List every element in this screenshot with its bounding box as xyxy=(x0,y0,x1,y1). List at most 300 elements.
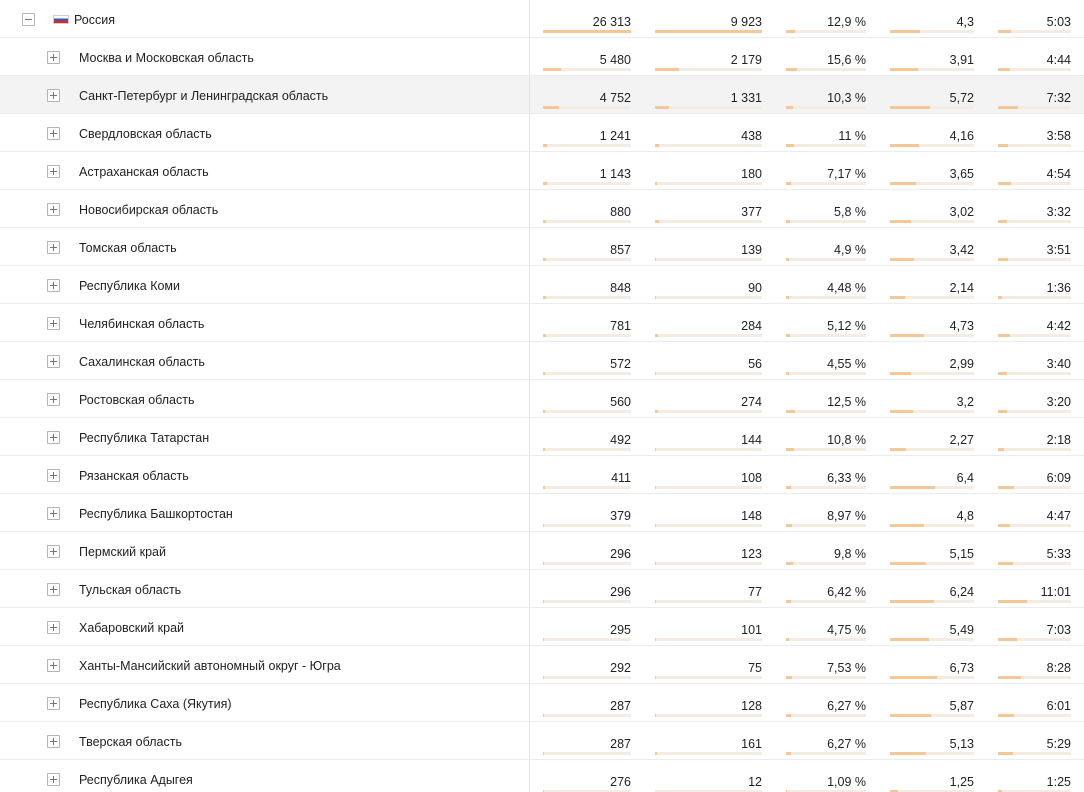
bounce-rate-value: 10,3 % xyxy=(827,91,866,105)
visitors-cell xyxy=(655,380,762,417)
bounce-rate-bar-track xyxy=(786,334,866,337)
page-depth-bar xyxy=(890,144,919,147)
visits-bar-track xyxy=(543,220,631,223)
visit-duration-bar xyxy=(998,638,1017,641)
region-name-cell xyxy=(0,228,530,265)
visit-duration-bar-track xyxy=(998,638,1071,641)
page-depth-cell xyxy=(890,608,974,645)
visitors-bar-track xyxy=(655,524,762,527)
visits-cell xyxy=(543,456,631,493)
visitors-bar xyxy=(655,486,656,489)
region-label[interactable]: Тульская область xyxy=(79,583,182,597)
table-row[interactable] xyxy=(0,608,1084,646)
expand-icon[interactable] xyxy=(47,659,60,672)
region-name-cell xyxy=(0,266,530,303)
page-depth-value: 3,42 xyxy=(949,243,974,257)
region-label[interactable]: Республика Татарстан xyxy=(79,431,210,445)
visit-duration-value: 3:58 xyxy=(1046,129,1071,143)
region-label[interactable]: Республика Адыгея xyxy=(79,773,193,787)
bounce-rate-value: 15,6 % xyxy=(827,53,866,67)
visit-duration-value: 3:40 xyxy=(1046,357,1071,371)
visit-duration-value: 8:28 xyxy=(1046,661,1071,675)
visitors-bar xyxy=(655,372,656,375)
visit-duration-cell xyxy=(998,152,1071,189)
visit-duration-cell xyxy=(998,532,1071,569)
visit-duration-bar-track xyxy=(998,258,1071,261)
page-depth-value: 5,87 xyxy=(949,699,974,713)
bounce-rate-bar-track xyxy=(786,562,866,565)
bounce-rate-bar-track xyxy=(786,106,866,109)
visit-duration-value: 5:33 xyxy=(1046,547,1071,561)
table-row[interactable] xyxy=(0,190,1084,228)
page-depth-bar-track xyxy=(890,106,974,109)
region-label[interactable]: Республика Коми xyxy=(79,279,181,293)
bounce-rate-bar xyxy=(786,524,792,527)
region-label[interactable]: Ростовская область xyxy=(79,393,195,407)
page-depth-value: 5,15 xyxy=(949,547,974,561)
visit-duration-bar-track xyxy=(998,410,1071,413)
visitors-cell xyxy=(655,532,762,569)
region-label[interactable]: Пермский край xyxy=(79,545,166,559)
visitors-bar-track xyxy=(655,714,762,717)
region-label[interactable]: Республика Саха (Якутия) xyxy=(79,697,232,711)
visitors-bar-track xyxy=(655,144,762,147)
visitors-cell xyxy=(655,456,762,493)
page-depth-cell xyxy=(890,76,974,113)
visit-duration-cell xyxy=(998,266,1071,303)
visits-bar xyxy=(543,752,544,755)
expand-icon[interactable] xyxy=(47,583,60,596)
table-row[interactable] xyxy=(0,228,1084,266)
visitors-value: 284 xyxy=(741,319,762,333)
region-label[interactable]: Томская область xyxy=(79,241,177,255)
visits-bar xyxy=(543,220,546,223)
region-name-cell xyxy=(0,608,530,645)
table-row[interactable] xyxy=(0,152,1084,190)
region-name-cell xyxy=(0,380,530,417)
visits-bar xyxy=(543,638,544,641)
table-row[interactable] xyxy=(0,494,1084,532)
table-row[interactable] xyxy=(0,684,1084,722)
page-depth-cell xyxy=(890,304,974,341)
expand-icon[interactable] xyxy=(47,621,60,634)
visitors-bar xyxy=(655,220,659,223)
table-row[interactable] xyxy=(0,114,1084,152)
region-label[interactable]: Республика Башкортостан xyxy=(79,507,233,521)
visitors-bar-track xyxy=(655,600,762,603)
region-label[interactable]: Хабаровский край xyxy=(79,621,185,635)
visits-value: 781 xyxy=(610,319,631,333)
expand-icon[interactable] xyxy=(47,355,60,368)
page-depth-cell xyxy=(890,494,974,531)
visits-bar xyxy=(543,676,544,679)
page-depth-cell xyxy=(890,0,974,37)
page-depth-cell xyxy=(890,380,974,417)
region-name-cell xyxy=(0,684,530,721)
region-name-cell xyxy=(0,304,530,341)
visits-bar-track xyxy=(543,334,631,337)
visits-cell xyxy=(543,342,631,379)
visits-value: 492 xyxy=(610,433,631,447)
visitors-cell xyxy=(655,266,762,303)
visits-bar xyxy=(543,372,545,375)
visit-duration-bar xyxy=(998,524,1010,527)
bounce-rate-value: 12,9 % xyxy=(827,15,866,29)
visit-duration-bar-track xyxy=(998,676,1071,679)
bounce-rate-value: 7,17 % xyxy=(827,167,866,181)
visits-value: 572 xyxy=(610,357,631,371)
visits-cell xyxy=(543,76,631,113)
visitors-bar xyxy=(655,410,658,413)
bounce-rate-bar xyxy=(786,752,791,755)
bounce-rate-value: 7,53 % xyxy=(827,661,866,675)
bounce-rate-cell xyxy=(786,418,866,455)
visit-duration-bar-track xyxy=(998,714,1071,717)
expand-icon[interactable] xyxy=(47,507,60,520)
page-depth-cell xyxy=(890,418,974,455)
expand-icon[interactable] xyxy=(47,735,60,748)
expand-icon[interactable] xyxy=(47,317,60,330)
region-label[interactable]: Астраханская область xyxy=(79,165,209,179)
visits-cell xyxy=(543,304,631,341)
region-name-cell xyxy=(0,342,530,379)
page-depth-bar xyxy=(890,524,924,527)
visitors-cell xyxy=(655,494,762,531)
page-depth-bar-track xyxy=(890,524,974,527)
region-name-cell xyxy=(0,570,530,607)
table-row[interactable] xyxy=(0,38,1084,76)
page-depth-cell xyxy=(890,228,974,265)
page-depth-value: 3,2 xyxy=(956,395,974,409)
visitors-bar-track xyxy=(655,296,762,299)
expand-icon[interactable] xyxy=(47,241,60,254)
bounce-rate-bar-track xyxy=(786,68,866,71)
bounce-rate-bar-track xyxy=(786,144,866,147)
visit-duration-bar-track xyxy=(998,372,1071,375)
visitors-cell xyxy=(655,304,762,341)
collapse-icon[interactable] xyxy=(22,13,35,26)
visit-duration-bar xyxy=(998,30,1011,33)
visits-bar-track xyxy=(543,296,631,299)
visit-duration-value: 6:01 xyxy=(1046,699,1071,713)
table-row[interactable] xyxy=(0,76,1084,114)
visits-cell xyxy=(543,494,631,531)
expand-icon[interactable] xyxy=(47,773,60,786)
visits-value: 880 xyxy=(610,205,631,219)
expand-icon[interactable] xyxy=(47,279,60,292)
visitors-bar-track xyxy=(655,372,762,375)
visitors-value: 123 xyxy=(741,547,762,561)
visit-duration-cell xyxy=(998,380,1071,417)
visits-value: 1 241 xyxy=(599,129,631,143)
visitors-cell xyxy=(655,114,762,151)
table-row[interactable] xyxy=(0,570,1084,608)
visits-bar xyxy=(543,106,559,109)
visit-duration-cell xyxy=(998,38,1071,75)
visitors-bar-track xyxy=(655,676,762,679)
visits-bar-track xyxy=(543,144,631,147)
page-depth-value: 4,73 xyxy=(949,319,974,333)
total-row[interactable] xyxy=(0,0,1084,38)
visitors-bar-track xyxy=(655,220,762,223)
visitors-bar xyxy=(655,600,656,603)
visitors-value: 108 xyxy=(741,471,762,485)
visitors-cell xyxy=(655,722,762,759)
visits-bar-track xyxy=(543,562,631,565)
bounce-rate-cell xyxy=(786,494,866,531)
visit-duration-bar xyxy=(998,372,1007,375)
bounce-rate-bar xyxy=(786,258,789,261)
page-depth-cell xyxy=(890,190,974,227)
visit-duration-bar xyxy=(998,144,1008,147)
bounce-rate-value: 9,8 % xyxy=(834,547,866,561)
page-depth-cell xyxy=(890,114,974,151)
bounce-rate-bar-track xyxy=(786,638,866,641)
region-label[interactable]: Россия xyxy=(74,13,115,27)
table-row[interactable] xyxy=(0,266,1084,304)
page-depth-bar-track xyxy=(890,448,974,451)
visit-duration-bar-track xyxy=(998,600,1071,603)
bounce-rate-bar xyxy=(786,334,790,337)
bounce-rate-value: 4,48 % xyxy=(827,281,866,295)
visits-bar xyxy=(543,524,544,527)
page-depth-cell xyxy=(890,266,974,303)
table-row[interactable] xyxy=(0,456,1084,494)
visit-duration-cell xyxy=(998,304,1071,341)
region-label[interactable]: Челябинская область xyxy=(79,317,205,331)
visits-bar-track xyxy=(543,600,631,603)
region-label[interactable]: Санкт-Петербург и Ленинградская область xyxy=(79,89,329,103)
region-label[interactable]: Сахалинская область xyxy=(79,355,205,369)
bounce-rate-cell xyxy=(786,266,866,303)
visitors-value: 2 179 xyxy=(730,53,762,67)
visit-duration-value: 11:01 xyxy=(1040,585,1071,599)
table-row[interactable] xyxy=(0,304,1084,342)
visits-value: 296 xyxy=(610,547,631,561)
region-label[interactable]: Рязанская область xyxy=(79,469,189,483)
expand-icon[interactable] xyxy=(47,469,60,482)
table-row[interactable] xyxy=(0,722,1084,760)
region-label[interactable]: Новосибирская область xyxy=(79,203,219,217)
visit-duration-value: 3:51 xyxy=(1046,243,1071,257)
visitors-cell xyxy=(655,418,762,455)
visits-cell xyxy=(543,190,631,227)
expand-icon[interactable] xyxy=(47,203,60,216)
bounce-rate-value: 11 % xyxy=(838,129,866,143)
visitors-value: 180 xyxy=(741,167,762,181)
bounce-rate-bar-track xyxy=(786,372,866,375)
visit-duration-bar-track xyxy=(998,30,1071,33)
visitors-value: 56 xyxy=(748,357,762,371)
visit-duration-value: 3:32 xyxy=(1046,205,1071,219)
region-name-cell xyxy=(0,722,530,759)
visit-duration-value: 7:32 xyxy=(1046,91,1071,105)
visits-value: 276 xyxy=(610,775,631,789)
bounce-rate-cell xyxy=(786,380,866,417)
table-row[interactable] xyxy=(0,532,1084,570)
visit-duration-bar xyxy=(998,334,1010,337)
visitors-bar xyxy=(655,106,669,109)
expand-icon[interactable] xyxy=(47,431,60,444)
page-depth-value: 3,02 xyxy=(949,205,974,219)
visits-bar xyxy=(543,182,547,185)
expand-icon[interactable] xyxy=(47,697,60,710)
visits-bar xyxy=(543,486,545,489)
bounce-rate-bar xyxy=(786,296,789,299)
visits-bar xyxy=(543,562,544,565)
visit-duration-bar xyxy=(998,220,1007,223)
expand-icon[interactable] xyxy=(47,51,60,64)
bounce-rate-bar xyxy=(786,30,795,33)
visitors-cell xyxy=(655,152,762,189)
page-depth-bar-track xyxy=(890,68,974,71)
visit-duration-bar xyxy=(998,448,1004,451)
region-label[interactable]: Свердловская область xyxy=(79,127,212,141)
visits-cell xyxy=(543,380,631,417)
visit-duration-value: 1:36 xyxy=(1046,281,1071,295)
page-depth-bar xyxy=(890,676,937,679)
visitors-bar-track xyxy=(655,182,762,185)
visits-value: 287 xyxy=(610,699,631,713)
visit-duration-value: 7:03 xyxy=(1046,623,1071,637)
page-depth-value: 5,13 xyxy=(949,737,974,751)
visit-duration-bar xyxy=(998,714,1014,717)
expand-icon[interactable] xyxy=(47,165,60,178)
page-depth-bar xyxy=(890,448,906,451)
visits-cell xyxy=(543,114,631,151)
visitors-value: 1 331 xyxy=(730,91,762,105)
bounce-rate-bar-track xyxy=(786,486,866,489)
visits-bar-track xyxy=(543,714,631,717)
region-name-cell xyxy=(0,0,530,37)
bounce-rate-value: 10,8 % xyxy=(827,433,866,447)
visit-duration-value: 4:44 xyxy=(1046,53,1071,67)
visitors-bar-track xyxy=(655,258,762,261)
visit-duration-bar-track xyxy=(998,144,1071,147)
visitors-bar xyxy=(655,448,656,451)
visit-duration-cell xyxy=(998,0,1071,37)
bounce-rate-cell xyxy=(786,0,866,37)
visit-duration-bar-track xyxy=(998,220,1071,223)
visit-duration-bar xyxy=(998,106,1018,109)
visit-duration-cell xyxy=(998,570,1071,607)
visitors-bar-track xyxy=(655,30,762,33)
page-depth-bar-track xyxy=(890,30,974,33)
page-depth-value: 6,73 xyxy=(949,661,974,675)
visit-duration-bar xyxy=(998,410,1007,413)
region-label[interactable]: Тверская область xyxy=(79,735,182,749)
visitors-cell xyxy=(655,684,762,721)
bounce-rate-cell xyxy=(786,760,866,792)
expand-icon[interactable] xyxy=(47,545,60,558)
region-name-cell xyxy=(0,76,530,113)
bounce-rate-bar-track xyxy=(786,524,866,527)
expand-icon[interactable] xyxy=(47,127,60,140)
visits-bar-track xyxy=(543,486,631,489)
visits-bar xyxy=(543,410,545,413)
visitors-bar-track xyxy=(655,486,762,489)
visit-duration-cell xyxy=(998,418,1071,455)
visit-duration-bar-track xyxy=(998,486,1071,489)
visitors-bar xyxy=(655,714,656,717)
page-depth-bar xyxy=(890,562,926,565)
visits-value: 848 xyxy=(610,281,631,295)
bounce-rate-cell xyxy=(786,76,866,113)
page-depth-value: 4,3 xyxy=(956,15,974,29)
bounce-rate-cell xyxy=(786,228,866,265)
bounce-rate-value: 4,9 % xyxy=(834,243,866,257)
visit-duration-cell xyxy=(998,722,1071,759)
table-row[interactable] xyxy=(0,646,1084,684)
region-label[interactable]: Ханты-Мансийский автономный округ - Югра xyxy=(79,659,341,673)
visits-bar xyxy=(543,448,545,451)
visitors-bar xyxy=(655,68,679,71)
table-row[interactable] xyxy=(0,760,1084,792)
region-name-cell xyxy=(0,38,530,75)
region-label[interactable]: Москва и Московская область xyxy=(79,51,254,65)
page-depth-value: 3,65 xyxy=(949,167,974,181)
bounce-rate-bar-track xyxy=(786,30,866,33)
visit-duration-cell xyxy=(998,190,1071,227)
visitors-cell xyxy=(655,570,762,607)
visits-bar-track xyxy=(543,524,631,527)
bounce-rate-bar xyxy=(786,448,794,451)
table-row[interactable] xyxy=(0,380,1084,418)
region-name-cell xyxy=(0,456,530,493)
visit-duration-value: 5:03 xyxy=(1046,15,1071,29)
page-depth-cell xyxy=(890,570,974,607)
page-depth-value: 2,99 xyxy=(949,357,974,371)
visitors-cell xyxy=(655,38,762,75)
visitors-value: 139 xyxy=(741,243,762,257)
visits-value: 560 xyxy=(610,395,631,409)
visitors-bar xyxy=(655,30,762,33)
visit-duration-bar xyxy=(998,600,1027,603)
visitors-value: 12 xyxy=(748,775,762,789)
bounce-rate-bar-track xyxy=(786,448,866,451)
visits-bar-track xyxy=(543,372,631,375)
page-depth-bar-track xyxy=(890,486,974,489)
table-row[interactable] xyxy=(0,418,1084,456)
visit-duration-bar xyxy=(998,68,1010,71)
visits-cell xyxy=(543,152,631,189)
visitors-value: 161 xyxy=(741,737,762,751)
bounce-rate-bar xyxy=(786,372,789,375)
visits-bar-track xyxy=(543,448,631,451)
region-name-cell xyxy=(0,418,530,455)
bounce-rate-value: 8,97 % xyxy=(827,509,866,523)
page-depth-bar-track xyxy=(890,714,974,717)
visit-duration-cell xyxy=(998,228,1071,265)
bounce-rate-cell xyxy=(786,570,866,607)
visit-duration-value: 1:25 xyxy=(1046,775,1071,789)
visitors-cell xyxy=(655,76,762,113)
bounce-rate-cell xyxy=(786,646,866,683)
expand-icon[interactable] xyxy=(47,89,60,102)
bounce-rate-cell xyxy=(786,608,866,645)
table-row[interactable] xyxy=(0,342,1084,380)
page-depth-value: 4,16 xyxy=(949,129,974,143)
expand-icon[interactable] xyxy=(47,393,60,406)
bounce-rate-cell xyxy=(786,532,866,569)
bounce-rate-bar-track xyxy=(786,410,866,413)
page-depth-bar xyxy=(890,30,920,33)
visit-duration-value: 4:42 xyxy=(1046,319,1071,333)
bounce-rate-cell xyxy=(786,114,866,151)
bounce-rate-value: 6,27 % xyxy=(827,699,866,713)
bounce-rate-bar-track xyxy=(786,182,866,185)
visits-value: 26 313 xyxy=(592,15,631,29)
